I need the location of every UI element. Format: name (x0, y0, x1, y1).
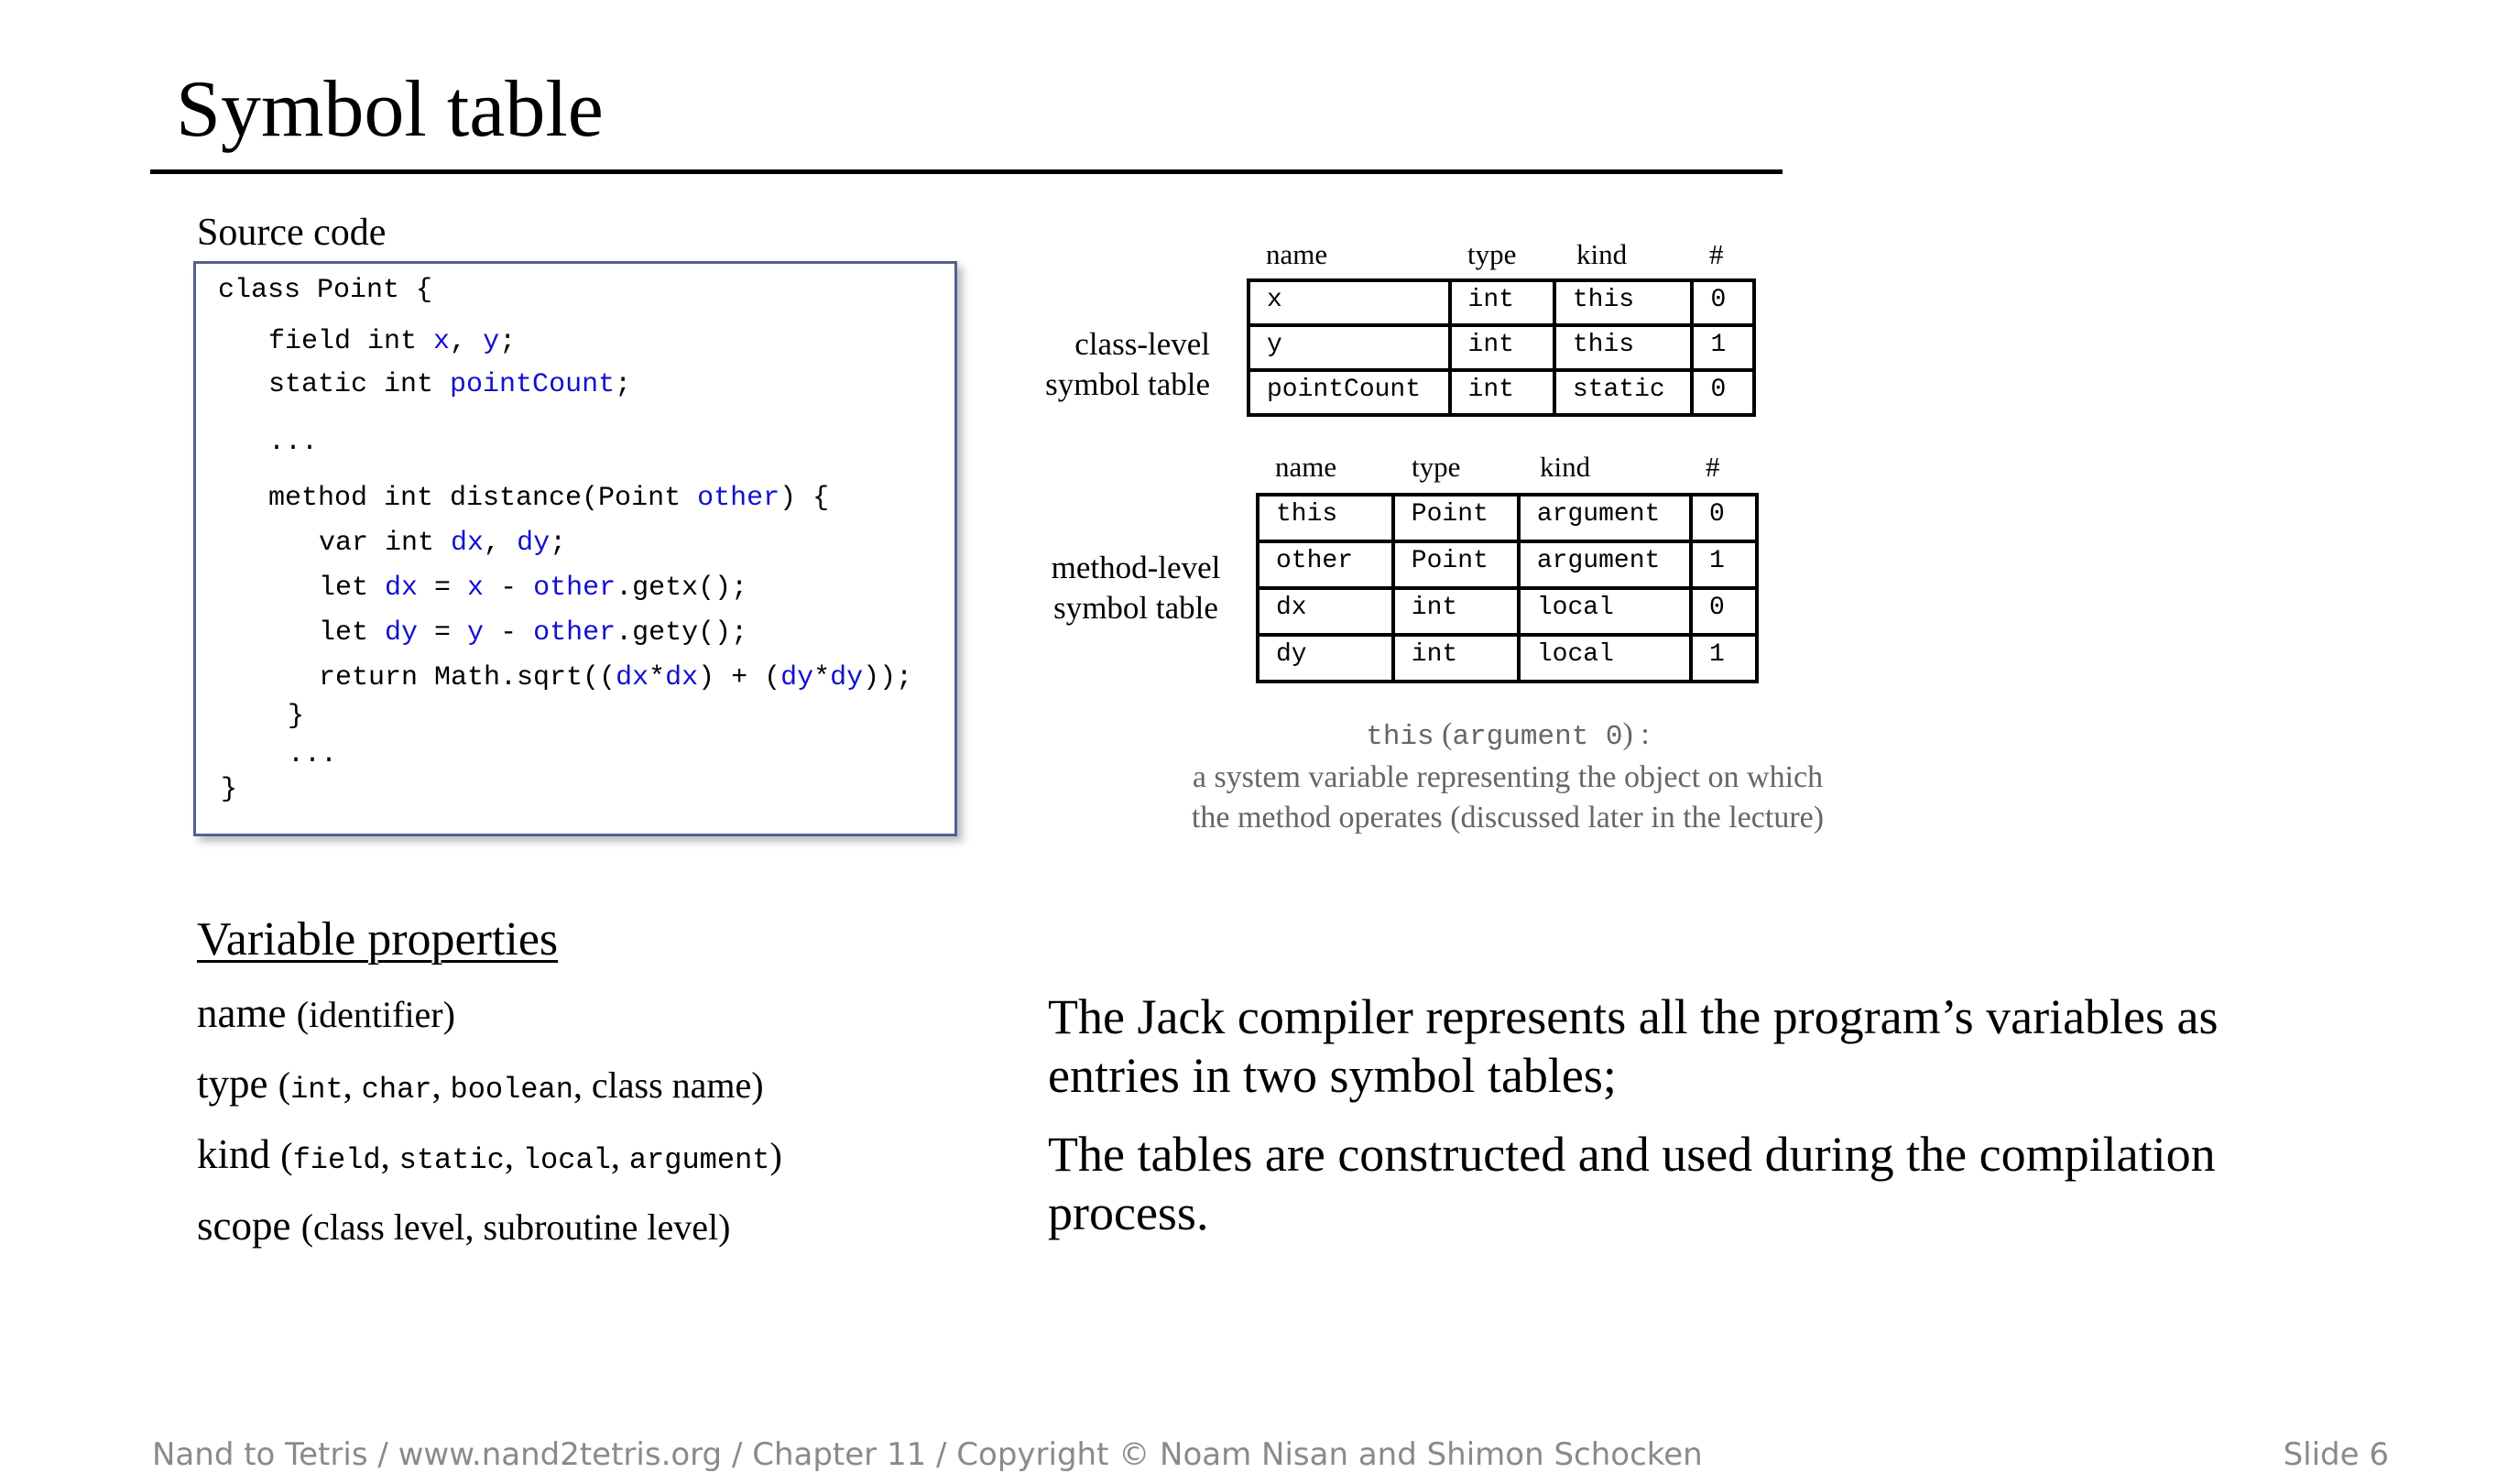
code-identifier: dy (517, 528, 551, 559)
property-term: type (197, 1061, 278, 1107)
code-token: var int (319, 528, 452, 559)
separator: , (343, 1064, 362, 1106)
code-token: ... (268, 427, 319, 458)
code-identifier: x (467, 573, 485, 604)
property-code: field (292, 1143, 381, 1177)
this-note-line: a system variable representing the object on which (1192, 760, 1824, 794)
this-note-line: the method operates (discussed later in the lecture) (1191, 801, 1825, 835)
code-token: .getx(); (616, 573, 748, 604)
column-header: type (1412, 451, 1461, 483)
code-token: ; (550, 528, 567, 559)
table-cell: local (1519, 588, 1691, 635)
table-cell: Point (1393, 495, 1519, 541)
argument-code: argument 0 (1452, 721, 1623, 753)
code-line (268, 328, 516, 355)
code-token: .gety(); (616, 617, 748, 649)
code-line (319, 664, 912, 692)
paragraph-symbol-tables: The Jack compiler represents all the program’s variables as entries in two symbol tables; (1048, 989, 2219, 1103)
code-identifier: dy (385, 617, 419, 649)
property-term: name (197, 990, 297, 1036)
column-header: type (1467, 238, 1517, 270)
property-code: local (522, 1143, 611, 1177)
property-detail: ( (278, 1064, 291, 1106)
code-line (288, 703, 304, 730)
column-header: # (1709, 238, 1724, 270)
separator: , (504, 1135, 523, 1176)
property-code: char (361, 1073, 432, 1107)
column-header: # (1706, 451, 1720, 483)
table-row (1258, 635, 1757, 682)
code-token: method int distance(Point (268, 483, 698, 514)
property-detail: ( (280, 1135, 293, 1176)
property-code: argument (628, 1143, 770, 1177)
code-identifier: dx (616, 662, 649, 693)
code-token: - (484, 617, 534, 649)
method-level-label-line: method-level (1051, 550, 1221, 585)
table-cell: 1 (1691, 541, 1757, 588)
table-cell: Point (1393, 541, 1519, 588)
code-line (319, 574, 747, 602)
code-identifier: pointCount (450, 369, 616, 400)
note-paren-close: ) : (1622, 717, 1650, 751)
code-identifier: other (533, 617, 616, 649)
table-cell: 1 (1692, 325, 1754, 370)
property-detail: class name) (591, 1064, 764, 1106)
code-line (268, 371, 631, 398)
note-paren: ( (1442, 717, 1453, 751)
separator: , (610, 1135, 629, 1176)
table-cell: int (1450, 280, 1554, 325)
code-line (319, 529, 566, 557)
code-identifier: y (467, 617, 485, 649)
table-cell: 1 (1691, 635, 1757, 682)
code-identifier: y (483, 326, 500, 357)
code-token: } (221, 774, 238, 805)
slide-number: Slide 6 (2283, 1436, 2389, 1473)
property-detail: (class level, subroutine level) (300, 1206, 731, 1248)
method-level-label (1017, 548, 1255, 628)
table-cell: dy (1258, 635, 1393, 682)
table-cell: 0 (1691, 588, 1757, 635)
code-identifier: dx (451, 528, 485, 559)
property-code: boolean (450, 1073, 573, 1107)
table-cell: int (1450, 325, 1554, 370)
code-line (221, 776, 237, 803)
property-item (197, 990, 455, 1036)
code-token: ) { (780, 483, 830, 514)
code-identifier: other (533, 573, 616, 604)
table-cell: 0 (1692, 370, 1754, 415)
property-term: kind (197, 1131, 281, 1177)
class-level-label (1008, 324, 1210, 405)
code-token: )); (863, 662, 913, 693)
class-level-label-line: class-level (1074, 326, 1210, 362)
table-cell: this (1554, 280, 1693, 325)
code-identifier: dy (780, 662, 814, 693)
table-cell: argument (1519, 541, 1691, 588)
table-cell: dx (1258, 588, 1393, 635)
table-cell: 0 (1692, 280, 1754, 325)
variable-properties-heading: Variable properties (197, 913, 559, 966)
code-token: ) + ( (698, 662, 781, 693)
code-token: ; (499, 326, 517, 357)
column-header: kind (1540, 451, 1591, 483)
column-header: kind (1576, 238, 1628, 270)
table-row (1258, 588, 1757, 635)
column-header: name (1275, 451, 1337, 483)
property-item (197, 1203, 731, 1249)
table-row (1248, 280, 1754, 325)
table-cell: local (1519, 635, 1691, 682)
separator: , (572, 1064, 592, 1106)
class-level-label-line: symbol table (1045, 366, 1210, 402)
table-cell: this (1554, 325, 1693, 370)
this-note (1096, 715, 1920, 838)
code-token: field int (268, 326, 434, 357)
table-cell: int (1450, 370, 1554, 415)
code-identifier: dy (830, 662, 864, 693)
code-identifier: other (697, 483, 780, 514)
property-code: static (398, 1143, 505, 1177)
this-code: this (1366, 721, 1434, 753)
code-token: static int (268, 369, 451, 400)
class-symbol-table (1247, 278, 1756, 417)
table-cell: x (1248, 280, 1450, 325)
code-token: = (418, 617, 468, 649)
code-line (319, 619, 747, 647)
source-code-label: Source code (197, 212, 387, 254)
code-token: , (450, 326, 484, 357)
code-identifier: x (433, 326, 451, 357)
code-identifier: dx (665, 662, 699, 693)
property-term: scope (197, 1203, 301, 1249)
slide-title: Symbol table (176, 65, 604, 154)
property-code: int (290, 1073, 343, 1107)
property-detail: (identifier) (296, 994, 455, 1035)
property-item (197, 1061, 764, 1107)
table-cell: static (1554, 370, 1693, 415)
code-token: * (649, 662, 666, 693)
table-cell: int (1393, 635, 1519, 682)
method-level-label-line: symbol table (1053, 590, 1218, 626)
code-line (218, 277, 432, 304)
code-token: ; (615, 369, 632, 400)
table-row (1248, 325, 1754, 370)
table-cell: pointCount (1248, 370, 1450, 415)
title-underline-rule (150, 169, 1783, 174)
code-token: , (484, 528, 518, 559)
table-cell: int (1393, 588, 1519, 635)
code-token: class Point { (218, 275, 433, 306)
table-cell: argument (1519, 495, 1691, 541)
code-token: * (813, 662, 831, 693)
code-token: let (319, 617, 386, 649)
code-token: let (319, 573, 386, 604)
method-symbol-table (1256, 493, 1759, 683)
table-cell: this (1258, 495, 1393, 541)
code-line (268, 485, 829, 512)
table-cell: y (1248, 325, 1450, 370)
code-token: return Math.sqrt(( (319, 662, 616, 693)
table-cell: 0 (1691, 495, 1757, 541)
code-token: = (418, 573, 468, 604)
code-line (268, 429, 318, 456)
table-cell: other (1258, 541, 1393, 588)
table-row (1248, 370, 1754, 415)
table-row (1258, 541, 1757, 588)
code-token: - (484, 573, 534, 604)
separator: , (380, 1135, 399, 1176)
this-note-heading (1096, 715, 1920, 758)
paragraph-construction: The tables are constructed and used during the compilation process. (1048, 1127, 2216, 1240)
code-token: ... (288, 739, 338, 770)
code-token: } (288, 701, 305, 732)
footer-copyright: Nand to Tetris / www.nand2tetris.org / Chapter 11 / Copyright © Noam Nisan and Shimon Schocken (152, 1436, 1703, 1473)
code-identifier: dx (385, 573, 419, 604)
table-row (1258, 495, 1757, 541)
column-header: name (1266, 238, 1328, 270)
separator: , (431, 1064, 451, 1106)
property-item (197, 1131, 782, 1177)
property-detail: ) (769, 1135, 782, 1176)
code-line (288, 741, 337, 769)
